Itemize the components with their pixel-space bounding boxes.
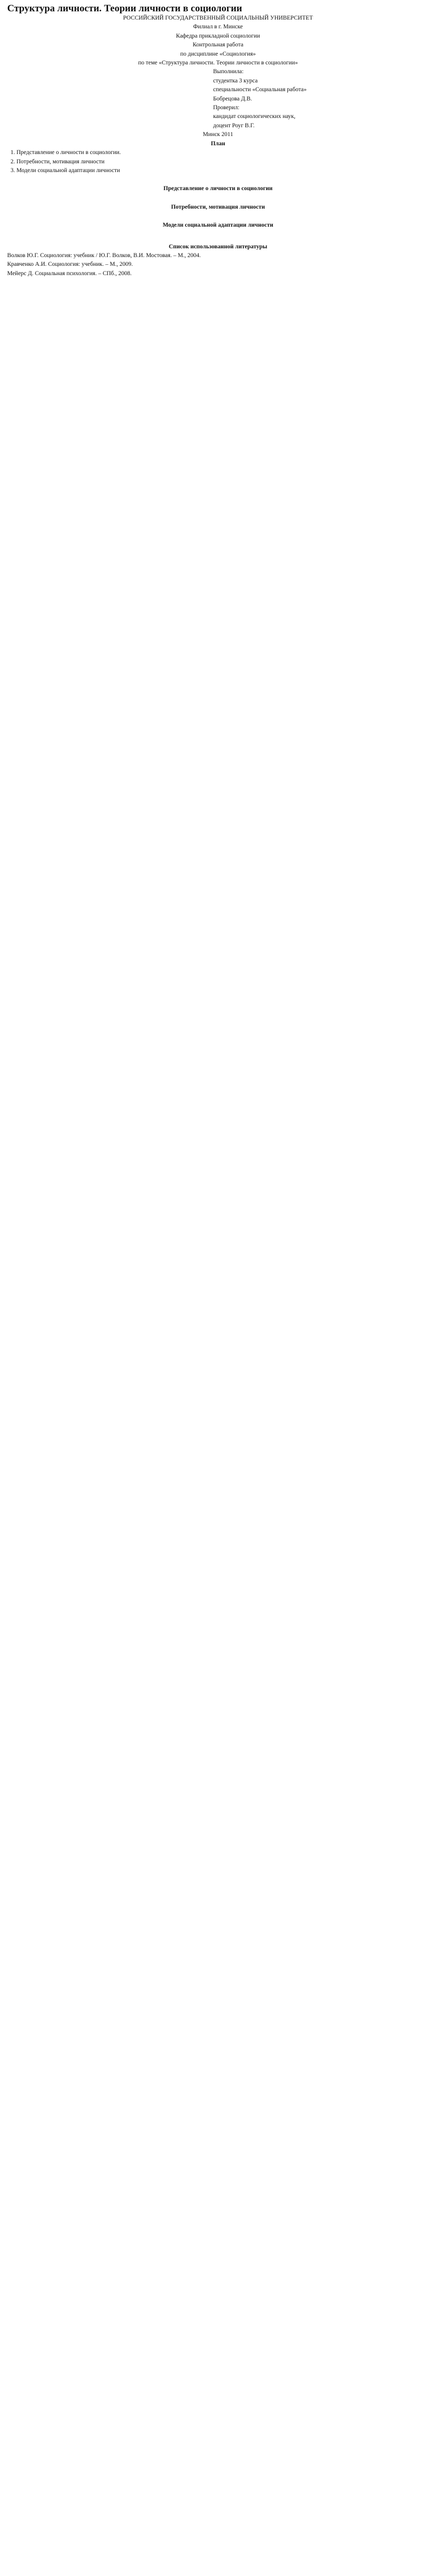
plan-item: 3. Модели социальной адаптации личности <box>16 166 429 175</box>
checked-label: Проверил: <box>213 105 240 111</box>
bibliography-title: Список использованной литературы <box>168 243 268 250</box>
institution-line: РОССИЙСКИЙ ГОСУДАРСТВЕННЫЙ СОЦИАЛЬНЫЙ УНИВЕРСИТЕТ <box>123 15 313 21</box>
checker-position: доцент Роуг В.Г. <box>213 122 255 129</box>
bibliography-item: Мейерс Д. Социальная психология. – СПб., 2008. <box>7 270 132 277</box>
page-title: Структура личности. Теории личности в социологии <box>7 3 242 14</box>
plan-list <box>7 148 429 175</box>
discipline-line: по дисциплине «Социология» <box>180 50 256 57</box>
section-title: Представление о личности в социологии <box>163 185 273 192</box>
work-type-line: Контрольная работа <box>193 42 243 48</box>
bibliography-item: Кравченко А.И. Социология: учебник. – М., 2009. <box>7 261 133 268</box>
checker-degree: кандидат социологических наук, <box>213 113 295 120</box>
student-name: Бобрецова Д.В. <box>213 95 252 102</box>
section-title: Потребности, мотивация личности <box>171 204 265 210</box>
bibliography-item: Волков Ю.Г. Социология: учебник / Ю.Г. Волков, В.И. Мостовая. – М., 2004. <box>7 252 201 259</box>
department-line: Кафедра прикладной социологии <box>176 32 260 39</box>
plan-item: 1. Представление о личности в социологии. <box>16 148 429 157</box>
plan-item: 2. Потребности, мотивация личности <box>16 158 429 166</box>
plan-title: План <box>211 140 225 147</box>
topic-line: по теме «Структура личности. Теории личности в социологии» <box>138 60 298 66</box>
performed-label: Выполнила: <box>213 69 244 75</box>
student-label: студентка 3 курса <box>213 77 258 84</box>
specialty-line: специальности «Социальная работа» <box>213 87 307 93</box>
section-title: Модели социальной адаптации личности <box>163 222 273 229</box>
branch-line: Филиал в г. Минске <box>193 24 243 30</box>
city-year-line: Минск 2011 <box>203 131 233 138</box>
